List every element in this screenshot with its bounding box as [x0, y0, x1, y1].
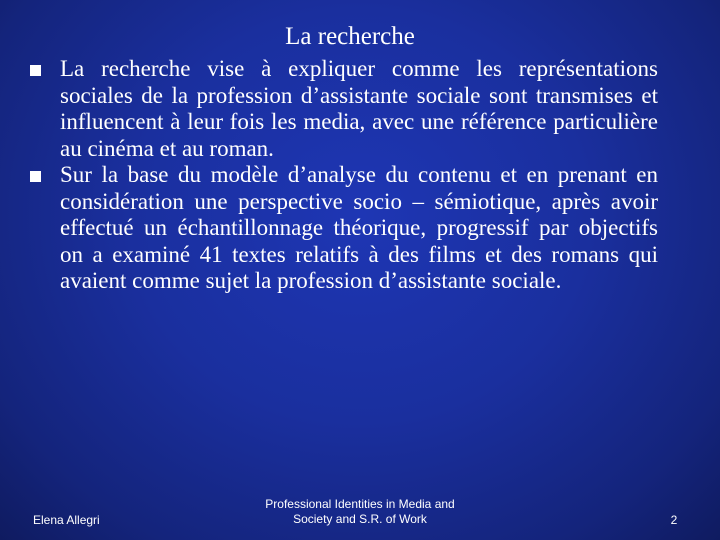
footer-title-line-2: Society and S.R. of Work	[293, 512, 427, 526]
square-bullet-icon	[30, 171, 41, 182]
slide-title: La recherche	[285, 23, 415, 50]
bullet-list	[30, 56, 658, 295]
square-bullet-icon	[30, 65, 41, 76]
bullet-text: Sur la base du modèle d’analyse du contenu et en prenant en considération une perspective socio – sémiotique, après avoir effectué un échantillonnage théorique, progressif par objectifs on a examiné 41 textes relatifs à des films et des romans qui avaient comme sujet la profession d’assistante sociale.	[60, 162, 658, 293]
page-number: 2	[670, 513, 678, 527]
bullet-item	[30, 162, 658, 295]
bullet-item	[30, 56, 658, 162]
footer-title-line-1: Professional Identities in Media and	[265, 497, 455, 511]
footer-author: Elena Allegri	[33, 513, 100, 527]
bullet-text: La recherche vise à expliquer comme les représentations sociales de la profession d’assistante sociale sont transmises et influencent à leur fois les media, avec une référence particulière au cinéma et au roman.	[60, 56, 658, 161]
footer-title	[240, 497, 480, 527]
